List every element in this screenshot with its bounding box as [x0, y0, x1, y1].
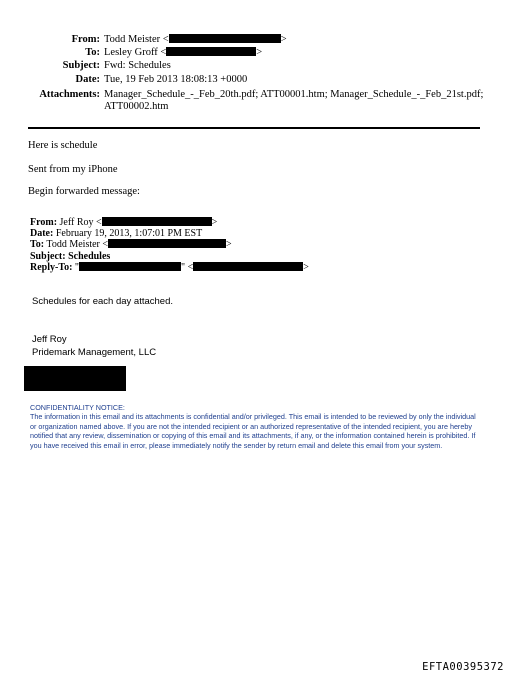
header-date-label: Date: — [75, 74, 100, 85]
header-from-value — [104, 34, 484, 46]
fwd-subject-value: Schedules — [68, 251, 111, 262]
fwd-from-row — [30, 217, 217, 228]
signature-name: Jeff Roy — [32, 334, 67, 345]
fwd-date-label: Date: — [30, 228, 54, 239]
redaction-block — [108, 239, 226, 248]
header-subject-label: Subject: — [62, 60, 100, 71]
fwd-replyto-close: > — [303, 262, 309, 273]
header-attachments-label: Attachments: — [39, 89, 100, 100]
redaction-block — [166, 47, 256, 56]
header-from-close: > — [280, 34, 287, 45]
redaction-block — [79, 262, 181, 271]
header-date-value: Tue, 19 Feb 2013 18:08:13 +0000 — [104, 74, 248, 85]
fwd-replyto-value: " — [74, 262, 80, 273]
fwd-replyto-label: Reply-To: — [30, 262, 73, 273]
signature-company: Pridemark Management, LLC — [32, 347, 157, 358]
redacted-signature-image — [24, 366, 126, 391]
fwd-subject-row — [30, 251, 110, 262]
header-divider — [28, 127, 480, 129]
notice-title: CONFIDENTIALITY NOTICE: — [30, 403, 125, 412]
fwd-replyto-row — [30, 262, 309, 273]
header-from-label: From: — [71, 34, 100, 45]
fwd-replyto-mid: " < — [181, 262, 194, 273]
fwd-from-close: > — [211, 217, 218, 228]
fwd-subject-label: Subject: — [30, 251, 66, 262]
fwd-to-close: > — [226, 239, 232, 250]
fwd-date-value: February 19, 2013, 1:07:01 PM EST — [55, 228, 203, 239]
header-to-value — [104, 47, 484, 59]
header-subject-value: Fwd: Schedules — [104, 60, 171, 71]
header-to-name: Lesley Groff < — [104, 47, 167, 58]
fwd-date-row — [30, 228, 202, 239]
fwd-to-label: To: — [30, 239, 45, 250]
header-from-name: Todd Meister < — [104, 34, 169, 45]
fwd-from-value: Jeff Roy < — [59, 217, 102, 228]
body-line-2: Sent from my iPhone — [28, 164, 118, 175]
redaction-block — [169, 34, 281, 43]
fwd-from-label: From: — [30, 217, 58, 228]
header-attachments-value: Manager_Schedule_-_Feb_20th.pdf; ATT00001.htm; Manager_Schedule_-_Feb_21st.pdf; ATT00002.htm — [104, 89, 484, 112]
fwd-to-row — [30, 239, 232, 250]
header-to-close: > — [256, 47, 263, 58]
body-line-1: Here is schedule — [28, 140, 98, 151]
message-text: Schedules for each day attached. — [32, 296, 174, 307]
body-line-3: Begin forwarded message: — [28, 186, 140, 197]
confidentiality-notice — [30, 403, 482, 450]
redaction-block — [193, 262, 303, 271]
notice-text: The information in this email and its attachments is confidential and/or privileged. This email is intended to be reviewed by only the individual or organization named above. If you are not the intended recipient or an authorized representative of the intended recipient, you are hereby notified that any review, dissemination or copying of this email and its attachments, if any, or the information contained herein is prohibited. If you have received this email in error, please immediately notify the sender by return email and delete this email from your system. — [30, 412, 476, 450]
header-to-label: To: — [85, 47, 100, 58]
redaction-block — [102, 217, 212, 226]
fwd-to-value: Todd Meister < — [46, 239, 109, 250]
bates-number: EFTA00395372 — [422, 661, 504, 673]
